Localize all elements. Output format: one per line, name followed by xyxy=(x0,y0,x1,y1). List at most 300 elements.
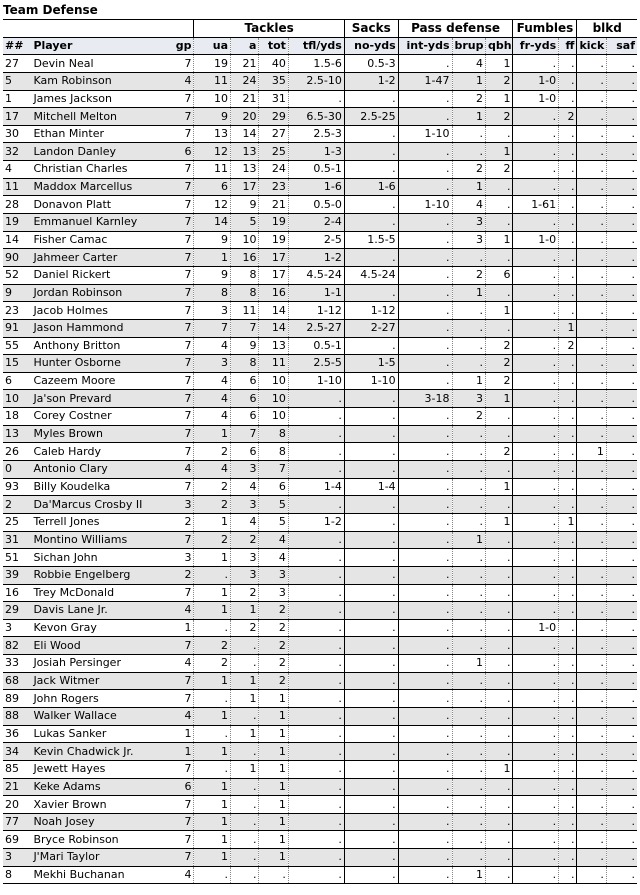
column-header-fr-yds: fr-yds xyxy=(513,37,559,55)
cell-saf: . xyxy=(606,690,637,708)
cell-brup: . xyxy=(452,690,486,708)
cell-fr-yds: . xyxy=(513,266,559,284)
cell-blkd-kick: . xyxy=(577,619,606,637)
cell-qbh: 6 xyxy=(486,266,513,284)
cell-gp: 7 xyxy=(169,443,194,461)
cell-blkd-kick: . xyxy=(577,90,606,108)
cell-tfl-yds: 2.5-3 xyxy=(288,125,344,143)
cell-a: 4 xyxy=(231,513,259,531)
table-row xyxy=(3,108,637,126)
cell-tot: 19 xyxy=(259,231,288,249)
cell-sack-no-yds: . xyxy=(344,390,398,408)
cell-int-yds: . xyxy=(398,813,452,831)
cell-int-yds: . xyxy=(398,178,452,196)
table-row xyxy=(3,707,637,725)
cell-ua: 1 xyxy=(194,249,231,267)
cell-fr-yds: . xyxy=(513,319,559,337)
cell-saf: . xyxy=(606,319,637,337)
cell-gp: 7 xyxy=(169,90,194,108)
cell-player: Ja'son Prevard xyxy=(31,390,168,408)
cell-tfl-yds: 1-4 xyxy=(288,478,344,496)
cell-gp: 7 xyxy=(169,161,194,179)
cell-a: 1 xyxy=(231,690,259,708)
cell-blkd-kick: . xyxy=(577,55,606,73)
cell-saf: . xyxy=(606,161,637,179)
column-header-gp: gp xyxy=(169,37,194,55)
cell-ff: . xyxy=(559,549,577,567)
cell-blkd-kick: . xyxy=(577,249,606,267)
cell-tot: 17 xyxy=(259,266,288,284)
cell-sack-no-yds: . xyxy=(344,602,398,620)
cell-saf: . xyxy=(606,214,637,232)
cell-qbh: . xyxy=(486,672,513,690)
cell-tfl-yds: . xyxy=(288,90,344,108)
cell-ua: . xyxy=(194,866,231,884)
cell-fr-yds: . xyxy=(513,372,559,390)
column-header-tot: tot xyxy=(259,37,288,55)
cell-int-yds: . xyxy=(398,319,452,337)
cell-sack-no-yds: . xyxy=(344,584,398,602)
cell-fr-yds: . xyxy=(513,337,559,355)
cell-tfl-yds: 6.5-30 xyxy=(288,108,344,126)
cell-blkd-kick: . xyxy=(577,725,606,743)
cell-ua: 1 xyxy=(194,831,231,849)
cell-blkd-kick: . xyxy=(577,513,606,531)
cell-player: Billy Koudelka xyxy=(31,478,168,496)
cell-sack-no-yds: . xyxy=(344,760,398,778)
cell-tot: 1 xyxy=(259,743,288,761)
cell-ua: 9 xyxy=(194,266,231,284)
cell-qbh: . xyxy=(486,707,513,725)
cell-fr-yds: . xyxy=(513,478,559,496)
cell-tfl-yds: 1.5-6 xyxy=(288,55,344,73)
cell-fr-yds: 1-0 xyxy=(513,231,559,249)
cell-tfl-yds: . xyxy=(288,672,344,690)
cell-tot: 8 xyxy=(259,425,288,443)
cell-gp: 7 xyxy=(169,337,194,355)
cell-player: Kevon Gray xyxy=(31,619,168,637)
cell-fr-yds: . xyxy=(513,866,559,884)
cell-player: Trey McDonald xyxy=(31,584,168,602)
cell-tfl-yds: . xyxy=(288,602,344,620)
cell-fr-yds: . xyxy=(513,214,559,232)
cell-qbh: 1 xyxy=(486,143,513,161)
cell-saf: . xyxy=(606,584,637,602)
cell-fr-yds: . xyxy=(513,108,559,126)
table-row xyxy=(3,408,637,426)
cell-fr-yds: . xyxy=(513,496,559,514)
cell-ua: . xyxy=(194,619,231,637)
cell-ff: . xyxy=(559,796,577,814)
cell-tfl-yds: . xyxy=(288,725,344,743)
cell-gp: 7 xyxy=(169,249,194,267)
table-row xyxy=(3,619,637,637)
cell-fr-yds: . xyxy=(513,531,559,549)
cell-tfl-yds: 1-2 xyxy=(288,249,344,267)
cell-a: 11 xyxy=(231,302,259,320)
cell-player: Jacob Holmes xyxy=(31,302,168,320)
cell-player: Noah Josey xyxy=(31,813,168,831)
cell-blkd-kick: . xyxy=(577,266,606,284)
cell-blkd-kick: . xyxy=(577,743,606,761)
cell-qbh: . xyxy=(486,214,513,232)
cell-a: 13 xyxy=(231,161,259,179)
cell-number: 21 xyxy=(3,778,31,796)
cell-int-yds: . xyxy=(398,831,452,849)
cell-number: 13 xyxy=(3,425,31,443)
cell-gp: 4 xyxy=(169,72,194,90)
cell-a: . xyxy=(231,866,259,884)
table-row xyxy=(3,584,637,602)
cell-int-yds: . xyxy=(398,231,452,249)
cell-player: Jason Hammond xyxy=(31,319,168,337)
cell-tot: 6 xyxy=(259,478,288,496)
cell-player: Lukas Sanker xyxy=(31,725,168,743)
cell-tot: 2 xyxy=(259,637,288,655)
cell-qbh: 1 xyxy=(486,231,513,249)
cell-int-yds: . xyxy=(398,619,452,637)
cell-number: 85 xyxy=(3,760,31,778)
cell-player: Emmanuel Karnley xyxy=(31,214,168,232)
cell-tot: 10 xyxy=(259,372,288,390)
cell-sack-no-yds: . xyxy=(344,90,398,108)
cell-saf: . xyxy=(606,619,637,637)
cell-ua: 1 xyxy=(194,584,231,602)
cell-tfl-yds: . xyxy=(288,849,344,867)
cell-tfl-yds: . xyxy=(288,390,344,408)
cell-brup: 1 xyxy=(452,72,486,90)
cell-tot: 2 xyxy=(259,672,288,690)
cell-ua: 4 xyxy=(194,372,231,390)
cell-qbh: 2 xyxy=(486,72,513,90)
cell-sack-no-yds: . xyxy=(344,143,398,161)
cell-gp: 7 xyxy=(169,266,194,284)
cell-blkd-kick: . xyxy=(577,108,606,126)
cell-int-yds: . xyxy=(398,566,452,584)
cell-ff: . xyxy=(559,355,577,373)
cell-a: 9 xyxy=(231,196,259,214)
cell-ff: . xyxy=(559,619,577,637)
cell-number: 90 xyxy=(3,249,31,267)
cell-a: 3 xyxy=(231,461,259,479)
cell-tot: 14 xyxy=(259,302,288,320)
cell-int-yds: . xyxy=(398,161,452,179)
cell-qbh: . xyxy=(486,849,513,867)
cell-player: Montino Williams xyxy=(31,531,168,549)
cell-number: 88 xyxy=(3,707,31,725)
cell-a: 13 xyxy=(231,143,259,161)
cell-saf: . xyxy=(606,796,637,814)
cell-qbh: . xyxy=(486,655,513,673)
cell-sack-no-yds: . xyxy=(344,496,398,514)
cell-saf: . xyxy=(606,249,637,267)
cell-a: 14 xyxy=(231,125,259,143)
cell-sack-no-yds: 1-2 xyxy=(344,72,398,90)
cell-fr-yds: . xyxy=(513,831,559,849)
table-row xyxy=(3,796,637,814)
cell-a: 9 xyxy=(231,337,259,355)
cell-tot: 25 xyxy=(259,143,288,161)
cell-ua: 2 xyxy=(194,478,231,496)
cell-qbh: . xyxy=(486,743,513,761)
cell-ff: . xyxy=(559,461,577,479)
cell-gp: 4 xyxy=(169,655,194,673)
table-row xyxy=(3,831,637,849)
cell-tfl-yds: . xyxy=(288,425,344,443)
cell-ua: 1 xyxy=(194,549,231,567)
cell-qbh: . xyxy=(486,178,513,196)
cell-number: 3 xyxy=(3,849,31,867)
cell-player: Sichan John xyxy=(31,549,168,567)
cell-player: Xavier Brown xyxy=(31,796,168,814)
cell-fr-yds: . xyxy=(513,408,559,426)
cell-tfl-yds: 1-6 xyxy=(288,178,344,196)
cell-ua: 4 xyxy=(194,461,231,479)
cell-blkd-kick: 1 xyxy=(577,443,606,461)
cell-number: 6 xyxy=(3,372,31,390)
cell-fr-yds: 1-0 xyxy=(513,619,559,637)
cell-player: Hunter Osborne xyxy=(31,355,168,373)
cell-tot: 2 xyxy=(259,655,288,673)
cell-tfl-yds: 1-2 xyxy=(288,513,344,531)
cell-tfl-yds: . xyxy=(288,743,344,761)
cell-fr-yds: . xyxy=(513,690,559,708)
cell-tot: 29 xyxy=(259,108,288,126)
cell-gp: 7 xyxy=(169,125,194,143)
cell-qbh: . xyxy=(486,125,513,143)
cell-saf: . xyxy=(606,513,637,531)
cell-tot: 2 xyxy=(259,602,288,620)
cell-fr-yds: . xyxy=(513,461,559,479)
cell-ua: 7 xyxy=(194,319,231,337)
cell-number: 51 xyxy=(3,549,31,567)
cell-a: 8 xyxy=(231,355,259,373)
table-row xyxy=(3,302,637,320)
table-row xyxy=(3,284,637,302)
cell-ff: . xyxy=(559,55,577,73)
cell-number: 19 xyxy=(3,214,31,232)
cell-saf: . xyxy=(606,813,637,831)
cell-fr-yds: . xyxy=(513,549,559,567)
cell-fr-yds: 1-0 xyxy=(513,90,559,108)
cell-a: 16 xyxy=(231,249,259,267)
column-header-ua: ua xyxy=(194,37,231,55)
cell-tot: . xyxy=(259,866,288,884)
cell-saf: . xyxy=(606,725,637,743)
cell-ua: 1 xyxy=(194,602,231,620)
cell-saf: . xyxy=(606,284,637,302)
cell-player: Landon Danley xyxy=(31,143,168,161)
table-row xyxy=(3,513,637,531)
cell-int-yds: . xyxy=(398,108,452,126)
cell-tot: 3 xyxy=(259,584,288,602)
cell-blkd-kick: . xyxy=(577,284,606,302)
cell-a: 21 xyxy=(231,55,259,73)
cell-gp: 4 xyxy=(169,461,194,479)
cell-gp: 7 xyxy=(169,390,194,408)
cell-sack-no-yds: . xyxy=(344,161,398,179)
table-row xyxy=(3,549,637,567)
cell-saf: . xyxy=(606,566,637,584)
cell-ua: 11 xyxy=(194,161,231,179)
cell-a: 1 xyxy=(231,760,259,778)
cell-player: Josiah Persinger xyxy=(31,655,168,673)
cell-brup: . xyxy=(452,584,486,602)
cell-fr-yds: . xyxy=(513,743,559,761)
table-row xyxy=(3,196,637,214)
table-row xyxy=(3,55,637,73)
cell-saf: . xyxy=(606,425,637,443)
cell-a: 24 xyxy=(231,72,259,90)
cell-brup: . xyxy=(452,461,486,479)
cell-ff: . xyxy=(559,531,577,549)
cell-qbh: 2 xyxy=(486,337,513,355)
cell-ff: . xyxy=(559,72,577,90)
cell-ff: . xyxy=(559,196,577,214)
cell-blkd-kick: . xyxy=(577,72,606,90)
cell-sack-no-yds: . xyxy=(344,725,398,743)
cell-blkd-kick: . xyxy=(577,161,606,179)
cell-player: Fisher Camac xyxy=(31,231,168,249)
cell-int-yds: . xyxy=(398,531,452,549)
cell-gp: 7 xyxy=(169,849,194,867)
cell-int-yds: . xyxy=(398,266,452,284)
cell-brup: . xyxy=(452,725,486,743)
cell-blkd-kick: . xyxy=(577,778,606,796)
cell-sack-no-yds: . xyxy=(344,866,398,884)
cell-sack-no-yds: 1.5-5 xyxy=(344,231,398,249)
cell-number: 3 xyxy=(3,619,31,637)
cell-sack-no-yds: . xyxy=(344,531,398,549)
cell-fr-yds: . xyxy=(513,637,559,655)
cell-brup: . xyxy=(452,619,486,637)
table-row xyxy=(3,866,637,884)
cell-blkd-kick: . xyxy=(577,866,606,884)
column-header-saf: saf xyxy=(606,37,637,55)
cell-number: 82 xyxy=(3,637,31,655)
cell-a: . xyxy=(231,743,259,761)
cell-sack-no-yds: . xyxy=(344,849,398,867)
cell-a: 8 xyxy=(231,266,259,284)
cell-player: James Jackson xyxy=(31,90,168,108)
cell-player: Davis Lane Jr. xyxy=(31,602,168,620)
cell-qbh: 1 xyxy=(486,513,513,531)
cell-player: John Rogers xyxy=(31,690,168,708)
cell-saf: . xyxy=(606,196,637,214)
cell-number: 10 xyxy=(3,390,31,408)
cell-brup: 1 xyxy=(452,372,486,390)
cell-brup: . xyxy=(452,796,486,814)
cell-a: . xyxy=(231,831,259,849)
cell-brup: 2 xyxy=(452,266,486,284)
cell-gp: 7 xyxy=(169,231,194,249)
cell-number: 27 xyxy=(3,55,31,73)
cell-gp: 6 xyxy=(169,778,194,796)
cell-saf: . xyxy=(606,637,637,655)
cell-player: Christian Charles xyxy=(31,161,168,179)
cell-tot: 2 xyxy=(259,619,288,637)
cell-brup: 3 xyxy=(452,390,486,408)
column-header-qbh: qbh xyxy=(486,37,513,55)
cell-blkd-kick: . xyxy=(577,425,606,443)
cell-sack-no-yds: 4.5-24 xyxy=(344,266,398,284)
table-row xyxy=(3,672,637,690)
cell-sack-no-yds: . xyxy=(344,831,398,849)
table-row xyxy=(3,743,637,761)
cell-a: 2 xyxy=(231,584,259,602)
cell-sack-no-yds: . xyxy=(344,443,398,461)
cell-blkd-kick: . xyxy=(577,813,606,831)
cell-blkd-kick: . xyxy=(577,584,606,602)
column-header-brup: brup xyxy=(452,37,486,55)
cell-blkd-kick: . xyxy=(577,760,606,778)
cell-ff: . xyxy=(559,408,577,426)
cell-sack-no-yds: . xyxy=(344,337,398,355)
table-body xyxy=(3,55,637,884)
cell-int-yds: . xyxy=(398,249,452,267)
cell-int-yds: . xyxy=(398,849,452,867)
cell-int-yds: . xyxy=(398,866,452,884)
cell-player: Corey Costner xyxy=(31,408,168,426)
cell-sack-no-yds: . xyxy=(344,249,398,267)
cell-tot: 8 xyxy=(259,443,288,461)
cell-ff: . xyxy=(559,672,577,690)
table-row xyxy=(3,461,637,479)
cell-tot: 5 xyxy=(259,496,288,514)
cell-int-yds: . xyxy=(398,408,452,426)
cell-qbh: 1 xyxy=(486,302,513,320)
cell-fr-yds: . xyxy=(513,390,559,408)
cell-gp: 7 xyxy=(169,672,194,690)
cell-brup: . xyxy=(452,707,486,725)
cell-gp: 7 xyxy=(169,214,194,232)
cell-fr-yds: . xyxy=(513,778,559,796)
cell-sack-no-yds: 2-27 xyxy=(344,319,398,337)
team-defense-table xyxy=(3,19,637,884)
cell-fr-yds: . xyxy=(513,55,559,73)
cell-fr-yds: . xyxy=(513,602,559,620)
cell-saf: . xyxy=(606,743,637,761)
cell-number: 15 xyxy=(3,355,31,373)
cell-ua: 1 xyxy=(194,778,231,796)
table-row xyxy=(3,690,637,708)
cell-saf: . xyxy=(606,461,637,479)
cell-fr-yds: 1-0 xyxy=(513,72,559,90)
cell-saf: . xyxy=(606,849,637,867)
cell-player: Kam Robinson xyxy=(31,72,168,90)
cell-qbh: . xyxy=(486,690,513,708)
cell-tfl-yds: . xyxy=(288,566,344,584)
cell-tfl-yds: . xyxy=(288,549,344,567)
cell-saf: . xyxy=(606,55,637,73)
cell-brup: 2 xyxy=(452,161,486,179)
table-row xyxy=(3,214,637,232)
cell-saf: . xyxy=(606,72,637,90)
cell-tfl-yds: . xyxy=(288,619,344,637)
cell-saf: . xyxy=(606,143,637,161)
cell-player: Walker Wallace xyxy=(31,707,168,725)
cell-player: Donavon Platt xyxy=(31,196,168,214)
cell-player: Antonio Clary xyxy=(31,461,168,479)
table-row xyxy=(3,72,637,90)
cell-ua: 1 xyxy=(194,849,231,867)
table-row xyxy=(3,249,637,267)
cell-number: 14 xyxy=(3,231,31,249)
cell-player: Ethan Minter xyxy=(31,125,168,143)
cell-number: 34 xyxy=(3,743,31,761)
cell-tot: 11 xyxy=(259,355,288,373)
cell-tot: 4 xyxy=(259,531,288,549)
